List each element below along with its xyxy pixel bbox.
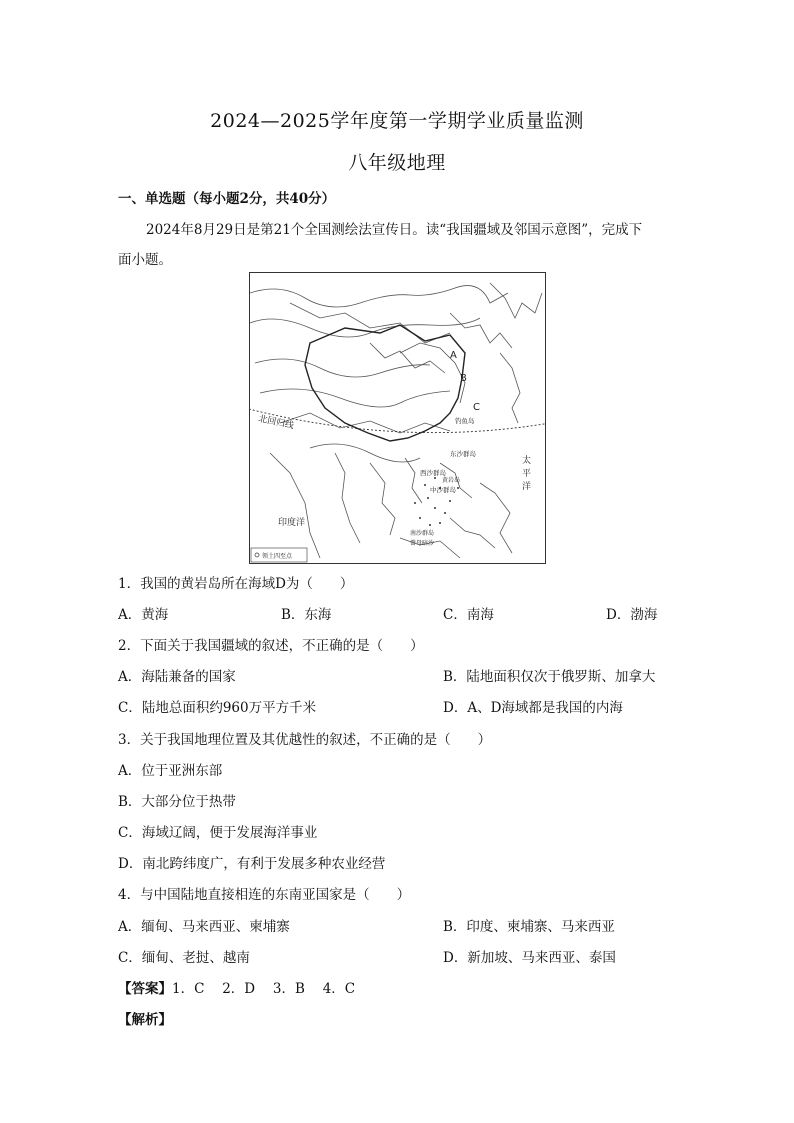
answer-line xyxy=(118,977,355,997)
document-subtitle: 八年级地理 xyxy=(348,152,446,174)
dongsha-label: 东沙群岛 xyxy=(450,450,476,458)
question-3-option-d: D．南北跨纬度广，有利于发展多种农业经营 xyxy=(118,856,386,872)
sea-label-a: A xyxy=(450,350,457,361)
pacific-label-3: 洋 xyxy=(522,482,532,492)
tropic-line xyxy=(250,408,545,433)
question-1-stem: 1．我国的黄岩岛所在海域D为（ ） xyxy=(118,576,354,592)
question-3-option-c: C．海域辽阔，便于发展海洋事业 xyxy=(118,825,318,841)
answer-text: 1．C 2．D 3．B 4．C xyxy=(172,981,356,997)
question-2-stem: 2．下面关于我国疆域的叙述，不正确的是（ ） xyxy=(118,638,424,654)
question-1-option-a: A．黄海 xyxy=(118,607,169,623)
map-drawing xyxy=(250,273,545,563)
zhongsha-label: 中沙群岛 xyxy=(430,486,456,494)
territory-map xyxy=(249,272,546,564)
sea-label-c: C xyxy=(473,402,480,413)
intro-line-1: 2024年8月29日是第21个全国测绘法宣传日。读“我国疆域及邻国示意图”，完成下 xyxy=(146,222,643,238)
question-1-option-c: C．南海 xyxy=(443,607,494,623)
huangyan-label: 黄岩岛 xyxy=(442,477,461,484)
diaoyu-label: 钓鱼岛 xyxy=(455,417,475,425)
zengmu-label: 曾母暗沙 xyxy=(410,540,435,547)
question-2-option-d: D．A、D海域都是我国的内海 xyxy=(443,700,623,716)
analysis-label: 【解析】 xyxy=(118,1012,172,1028)
question-3-option-a: A．位于亚洲东部 xyxy=(118,763,223,779)
question-2-option-b: B．陆地面积仅次于俄罗斯、加拿大 xyxy=(443,669,656,685)
china-outline xyxy=(305,325,465,441)
question-4-stem: 4．与中国陆地直接相连的东南亚国家是（ ） xyxy=(118,887,411,903)
question-4-option-b: B．印度、柬埔寨、马来西亚 xyxy=(443,919,615,935)
nansha-label: 南沙群岛 xyxy=(410,530,435,537)
intro-line-2: 面小题。 xyxy=(118,252,172,268)
pacific-label-1: 太 xyxy=(522,456,532,466)
answer-label: 【答案】 xyxy=(118,981,172,997)
question-4-option-c: C．缅甸、老挝、越南 xyxy=(118,950,250,966)
xisha-label: 西沙群岛 xyxy=(420,469,446,477)
indian-ocean-label: 印度洋 xyxy=(278,518,306,528)
tropic-label: 北回归线 xyxy=(257,414,295,432)
question-1-option-d: D．渤海 xyxy=(606,607,658,623)
question-4-option-a: A．缅甸、马来西亚、柬埔寨 xyxy=(118,919,290,935)
question-2-option-c: C．陆地总面积约960万平方千米 xyxy=(118,700,317,716)
question-2-option-a: A．海陆兼备的国家 xyxy=(118,669,236,685)
question-1-option-b: B．东海 xyxy=(281,607,332,623)
legend-label: 领土四至点 xyxy=(262,553,293,560)
section-heading: 一、单选题（每小题2分，共40分） xyxy=(118,191,336,207)
question-3-stem: 3．关于我国地理位置及其优越性的叙述，不正确的是（ ） xyxy=(118,732,492,748)
question-4-option-d: D．新加坡、马来西亚、泰国 xyxy=(443,950,616,966)
document-title: 2024—2025学年度第一学期学业质量监测 xyxy=(210,110,584,132)
sea-label-b: B xyxy=(460,373,467,384)
question-3-option-b: B．大部分位于热带 xyxy=(118,794,236,810)
pacific-label-2: 平 xyxy=(522,469,532,479)
